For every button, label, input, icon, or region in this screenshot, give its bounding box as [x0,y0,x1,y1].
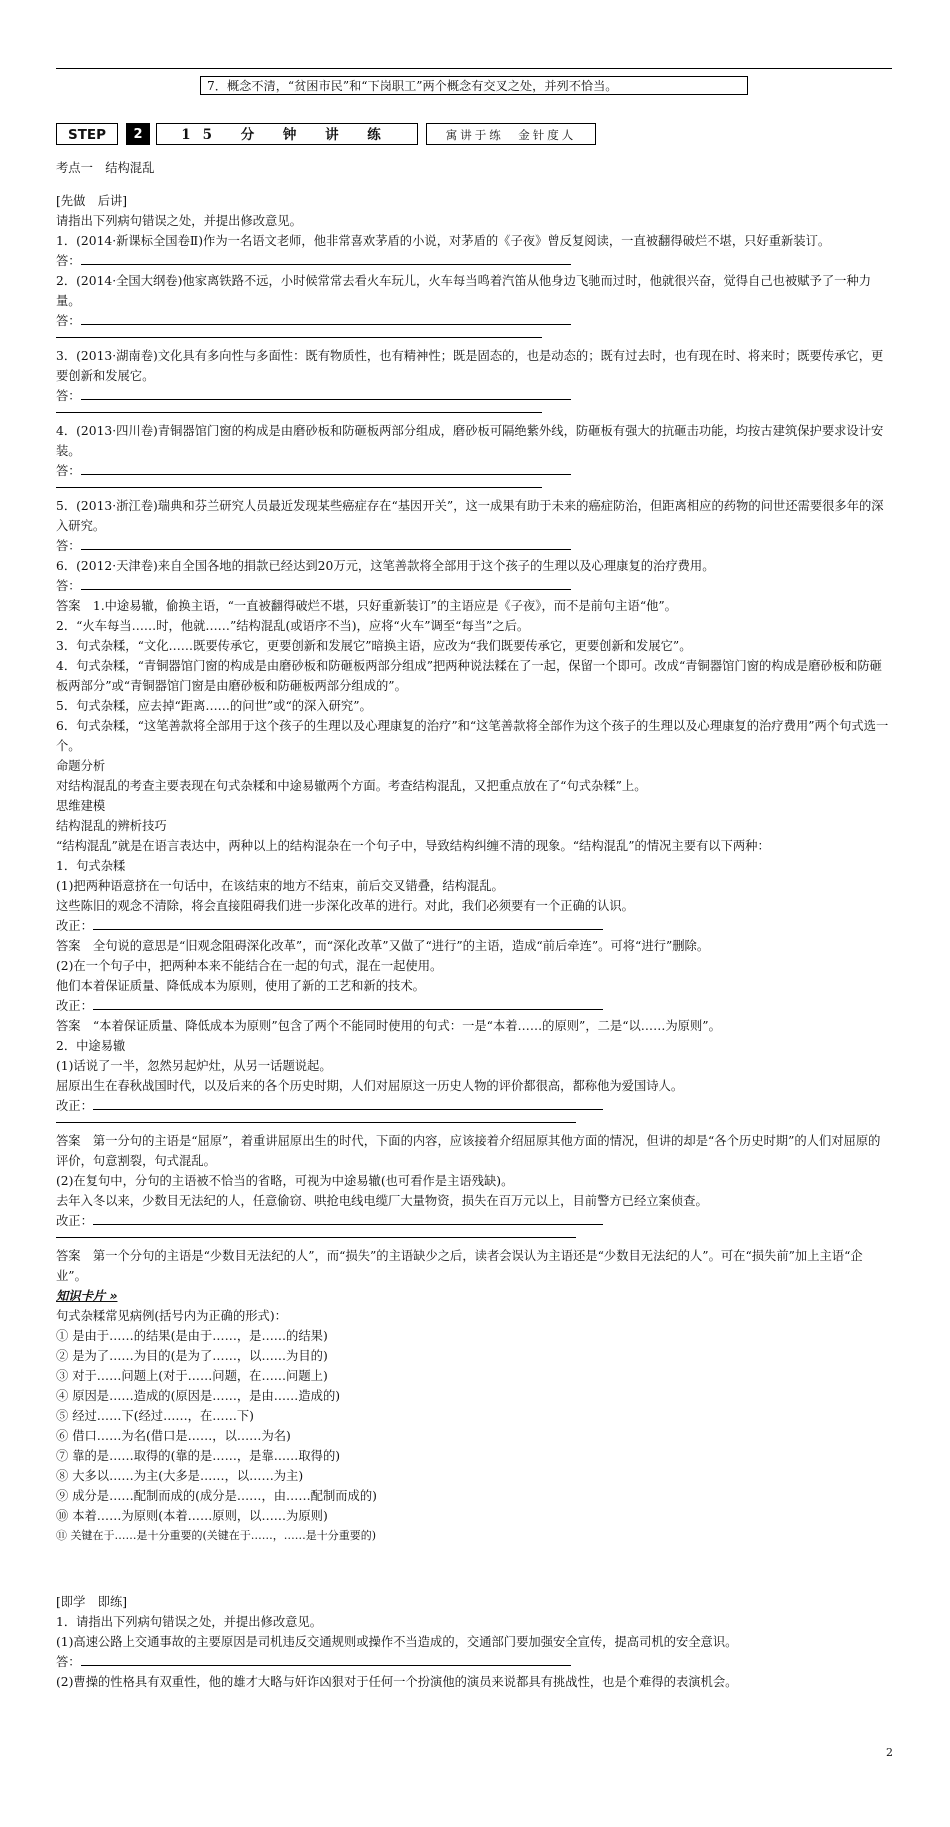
note-box: 7．概念不清，“贫困市民”和“下岗职工”两个概念有交叉之处，并列不恰当。 [200,76,748,95]
answer-text: 答案 第一分句的主语是“屈原”，着重讲屈原出生的时代，下面的内容，应该接着介绍屈原其他方面的情况，但讲的却是“各个历史时期”的人们对屈原的评价，句意割裂，句式混乱。 [56,1134,881,1168]
question-2: 2．(2014·全国大纲卷)他家离铁路不远，小时候常常去看火车玩儿，火车每当鸣着汽笛从他身边飞驰而过时，他就很兴奋，觉得自己也被赋予了一种力量。 [56,274,872,308]
part2-title: 2．中途易辙 [56,1039,126,1053]
correction-line[interactable]: 改正： [56,996,892,1016]
example-sentence: 他们本着保证质量、降低成本为原则，使用了新的工艺和新的技术。 [56,979,425,993]
question-5: 5．(2013·浙江卷)瑞典和芬兰研究人员最近发现某些癌症存在“基因开关”，这一成果有助于未来的癌症防治，但距离相应的药物的问世还需要很多年的深入研究。 [56,499,884,533]
answer-text: 5．句式杂糅，应去掉“距离……的问世”或“的深入研究”。 [56,699,372,713]
card-item: ⑧ 大多以……为主(大多是……，以……为主) [56,1469,304,1483]
answer-text: 6．句式杂糅，“这笔善款将全部用于这个孩子的生理以及心理康复的治疗”和“这笔善款将全部作为这个孩子的生理以及心理康复的治疗费用”两个句式选一个。 [56,719,889,753]
question-4: 4．(2013·四川卷)青铜器馆门窗的构成是由磨砂板和防砸板两部分组成，磨砂板可隔绝紫外线，防砸板有强大的抗砸击功能，均按古建筑保护要求设计安装。 [56,424,884,458]
card-item: ③ 对于……问题上(对于……问题，在……问题上) [56,1369,328,1383]
top-rule [56,68,892,69]
practice-question-2: (2)曹操的性格具有双重性，他的雄才大略与奸诈凶狠对于任何一个扮演他的演员来说都具有挑战性，也是个难得的表演机会。 [56,1675,738,1689]
question-1: 1．(2014·新课标全国卷Ⅱ)作为一名语文老师，他非常喜欢茅盾的小说，对茅盾的《子夜》曾反复阅读，一直被翻得破烂不堪，只好重新装订。 [56,234,831,248]
pre-heading: [先做 后讲] [56,194,128,208]
step-number: 2 [126,123,150,145]
correction-line[interactable]: 改正： [56,1211,892,1231]
card-item: ② 是为了……为目的(是为了……，以……为目的) [56,1349,328,1363]
card-item: ⑨ 成分是……配制而成的(成分是……，由……配制而成的) [56,1489,377,1503]
card-intro: 句式杂糅常见病例(括号内为正确的形式)： [56,1309,287,1323]
answer-line-4[interactable]: 答： [56,461,892,481]
answer-line-2[interactable]: 答： [56,311,892,331]
answer-extra-line[interactable] [56,1122,576,1123]
answer-extra-line[interactable] [56,412,542,413]
answer-text: 答案 1.中途易辙，偷换主语，“一直被翻得破烂不堪，只好重新装订”的主语应是《子夜》，而不是前句主语“他”。 [56,599,677,613]
answer-line-6[interactable]: 答： [56,576,892,596]
card-item: ① 是由于……的结果(是由于……，是……的结果) [56,1329,328,1343]
correction-line[interactable]: 改正： [56,916,892,936]
main-content [56,158,892,1692]
example-sentence: 这些陈旧的观念不清除，将会直接阻碍我们进一步深化改革的进行。对此，我们必须要有一个正确的认识。 [56,899,634,913]
card-item: ⑤ 经过……下(经过……，在……下) [56,1409,254,1423]
step-label: STEP [56,123,118,145]
page-number: 2 [886,1746,893,1759]
answer-text: 4．句式杂糅，“青铜器馆门窗的构成是由磨砂板和防砸板两部分组成”把两种说法糅在了一起，保留一个即可。改成“青铜器馆门窗的构成是磨砂板和防砸板两部分”或“青铜器馆门窗是由磨砂板和防砸板两部分组成的”。 [56,659,882,693]
answer-extra-line[interactable] [56,337,542,338]
paragraph: (2)在一个句子中，把两种本来不能结合在一起的句式，混在一起使用。 [56,959,443,973]
knowledge-card-title: 知识卡片 » [56,1289,118,1303]
example-sentence: 去年入冬以来，少数目无法纪的人，任意偷窃、哄抢电线电缆厂大量物资，损失在百万元以上，目前警方已经立案侦查。 [56,1194,708,1208]
card-item: ⑪ 关键在于……是十分重要的(关键在于……，……是十分重要的) [56,1529,377,1542]
pre-instruction: 请指出下列病句错误之处，并提出修改意见。 [56,214,302,228]
practice-question-1: (1)高速公路上交通事故的主要原因是司机违反交通规则或操作不当造成的，交通部门要加强安全宣传，提高司机的安全意识。 [56,1635,738,1649]
practice-answer-line[interactable]: 答： [56,1652,892,1672]
answer-text: 答案 “本着保证质量、降低成本为原则”包含了两个不能同时使用的句式：一是“本着……的原则”，二是“以……为原则”。 [56,1019,721,1033]
paragraph: (1)把两种语意挤在一句话中，在该结束的地方不结束，前后交叉错叠，结构混乱。 [56,879,504,893]
thinking-subheading: 结构混乱的辨析技巧 [56,819,167,833]
step-slogan: 寓讲于练 金针度人 [426,123,596,145]
answer-line-3[interactable]: 答： [56,386,892,406]
paragraph: (2)在复句中，分句的主语被不恰当的省略，可视为中途易辙(也可看作是主语残缺)。 [56,1174,514,1188]
practice-instruction: 1．请指出下列病句错误之处，并提出修改意见。 [56,1615,323,1629]
card-item: ④ 原因是……造成的(原因是……，是由……造成的) [56,1389,341,1403]
answer-text: 2．“火车每当……时，他就……”结构混乱(或语序不当)，应将“火车”调至“每当”之后。 [56,619,530,633]
step-title: 15 分 钟 讲 练 [156,123,418,145]
answer-line-1[interactable]: 答： [56,251,892,271]
question-3: 3．(2013·湖南卷)文化具有多向性与多面性：既有物质性，也有精神性；既是固态的，也是动态的；既有过去时，也有现在时、将来时；既要传承它，更要创新和发展它。 [56,349,884,383]
card-item: ⑦ 靠的是……取得的(靠的是……，是靠……取得的) [56,1449,341,1463]
card-item: ⑩ 本着……为原则(本着……原则，以……为原则) [56,1509,328,1523]
answer-text: 答案 全句说的意思是“旧观念阻碍深化改革”，而“深化改革”又做了“进行”的主语，造成“前后牵连”。可将“进行”删除。 [56,939,710,953]
correction-line[interactable]: 改正： [56,1096,892,1116]
thinking-intro: “结构混乱”就是在语言表达中，两种以上的结构混杂在一个句子中，导致结构纠缠不清的现象。“结构混乱”的情况主要有以下两种： [56,839,770,853]
practice-heading: [即学 即练] [56,1595,128,1609]
answer-text: 答案 第一个分句的主语是“少数目无法纪的人”，而“损失”的主语缺少之后，读者会误认为主语还是“少数目无法纪的人”。可在“损失前”加上主语“企业”。 [56,1249,863,1283]
analysis-text: 对结构混乱的考查主要表现在句式杂糅和中途易辙两个方面。考查结构混乱，又把重点放在了“句式杂糅”上。 [56,779,647,793]
answer-line-5[interactable]: 答： [56,536,892,556]
answer-text: 3．句式杂糅，“文化……既要传承它，更要创新和发展它”暗换主语，应改为“我们既要传承它，更要创新和发展它”。 [56,639,692,653]
card-item: ⑥ 借口……为名(借口是……，以……为名) [56,1429,291,1443]
analysis-heading: 命题分析 [56,759,106,773]
answer-extra-line[interactable] [56,1237,576,1238]
question-6: 6．(2012·天津卷)来自全国各地的捐款已经达到20万元，这笔善款将全部用于这个孩子的生理以及心理康复的治疗费用。 [56,559,715,573]
thinking-heading: 思维建模 [56,799,106,813]
answer-extra-line[interactable] [56,487,542,488]
part1-title: 1．句式杂糅 [56,859,126,873]
section-title: 考点一 结构混乱 [56,161,155,175]
paragraph: (1)话说了一半，忽然另起炉灶，从另一话题说起。 [56,1059,332,1073]
example-sentence: 屈原出生在春秋战国时代，以及后来的各个历史时期，人们对屈原这一历史人物的评价都很高，都称他为爱国诗人。 [56,1079,684,1093]
